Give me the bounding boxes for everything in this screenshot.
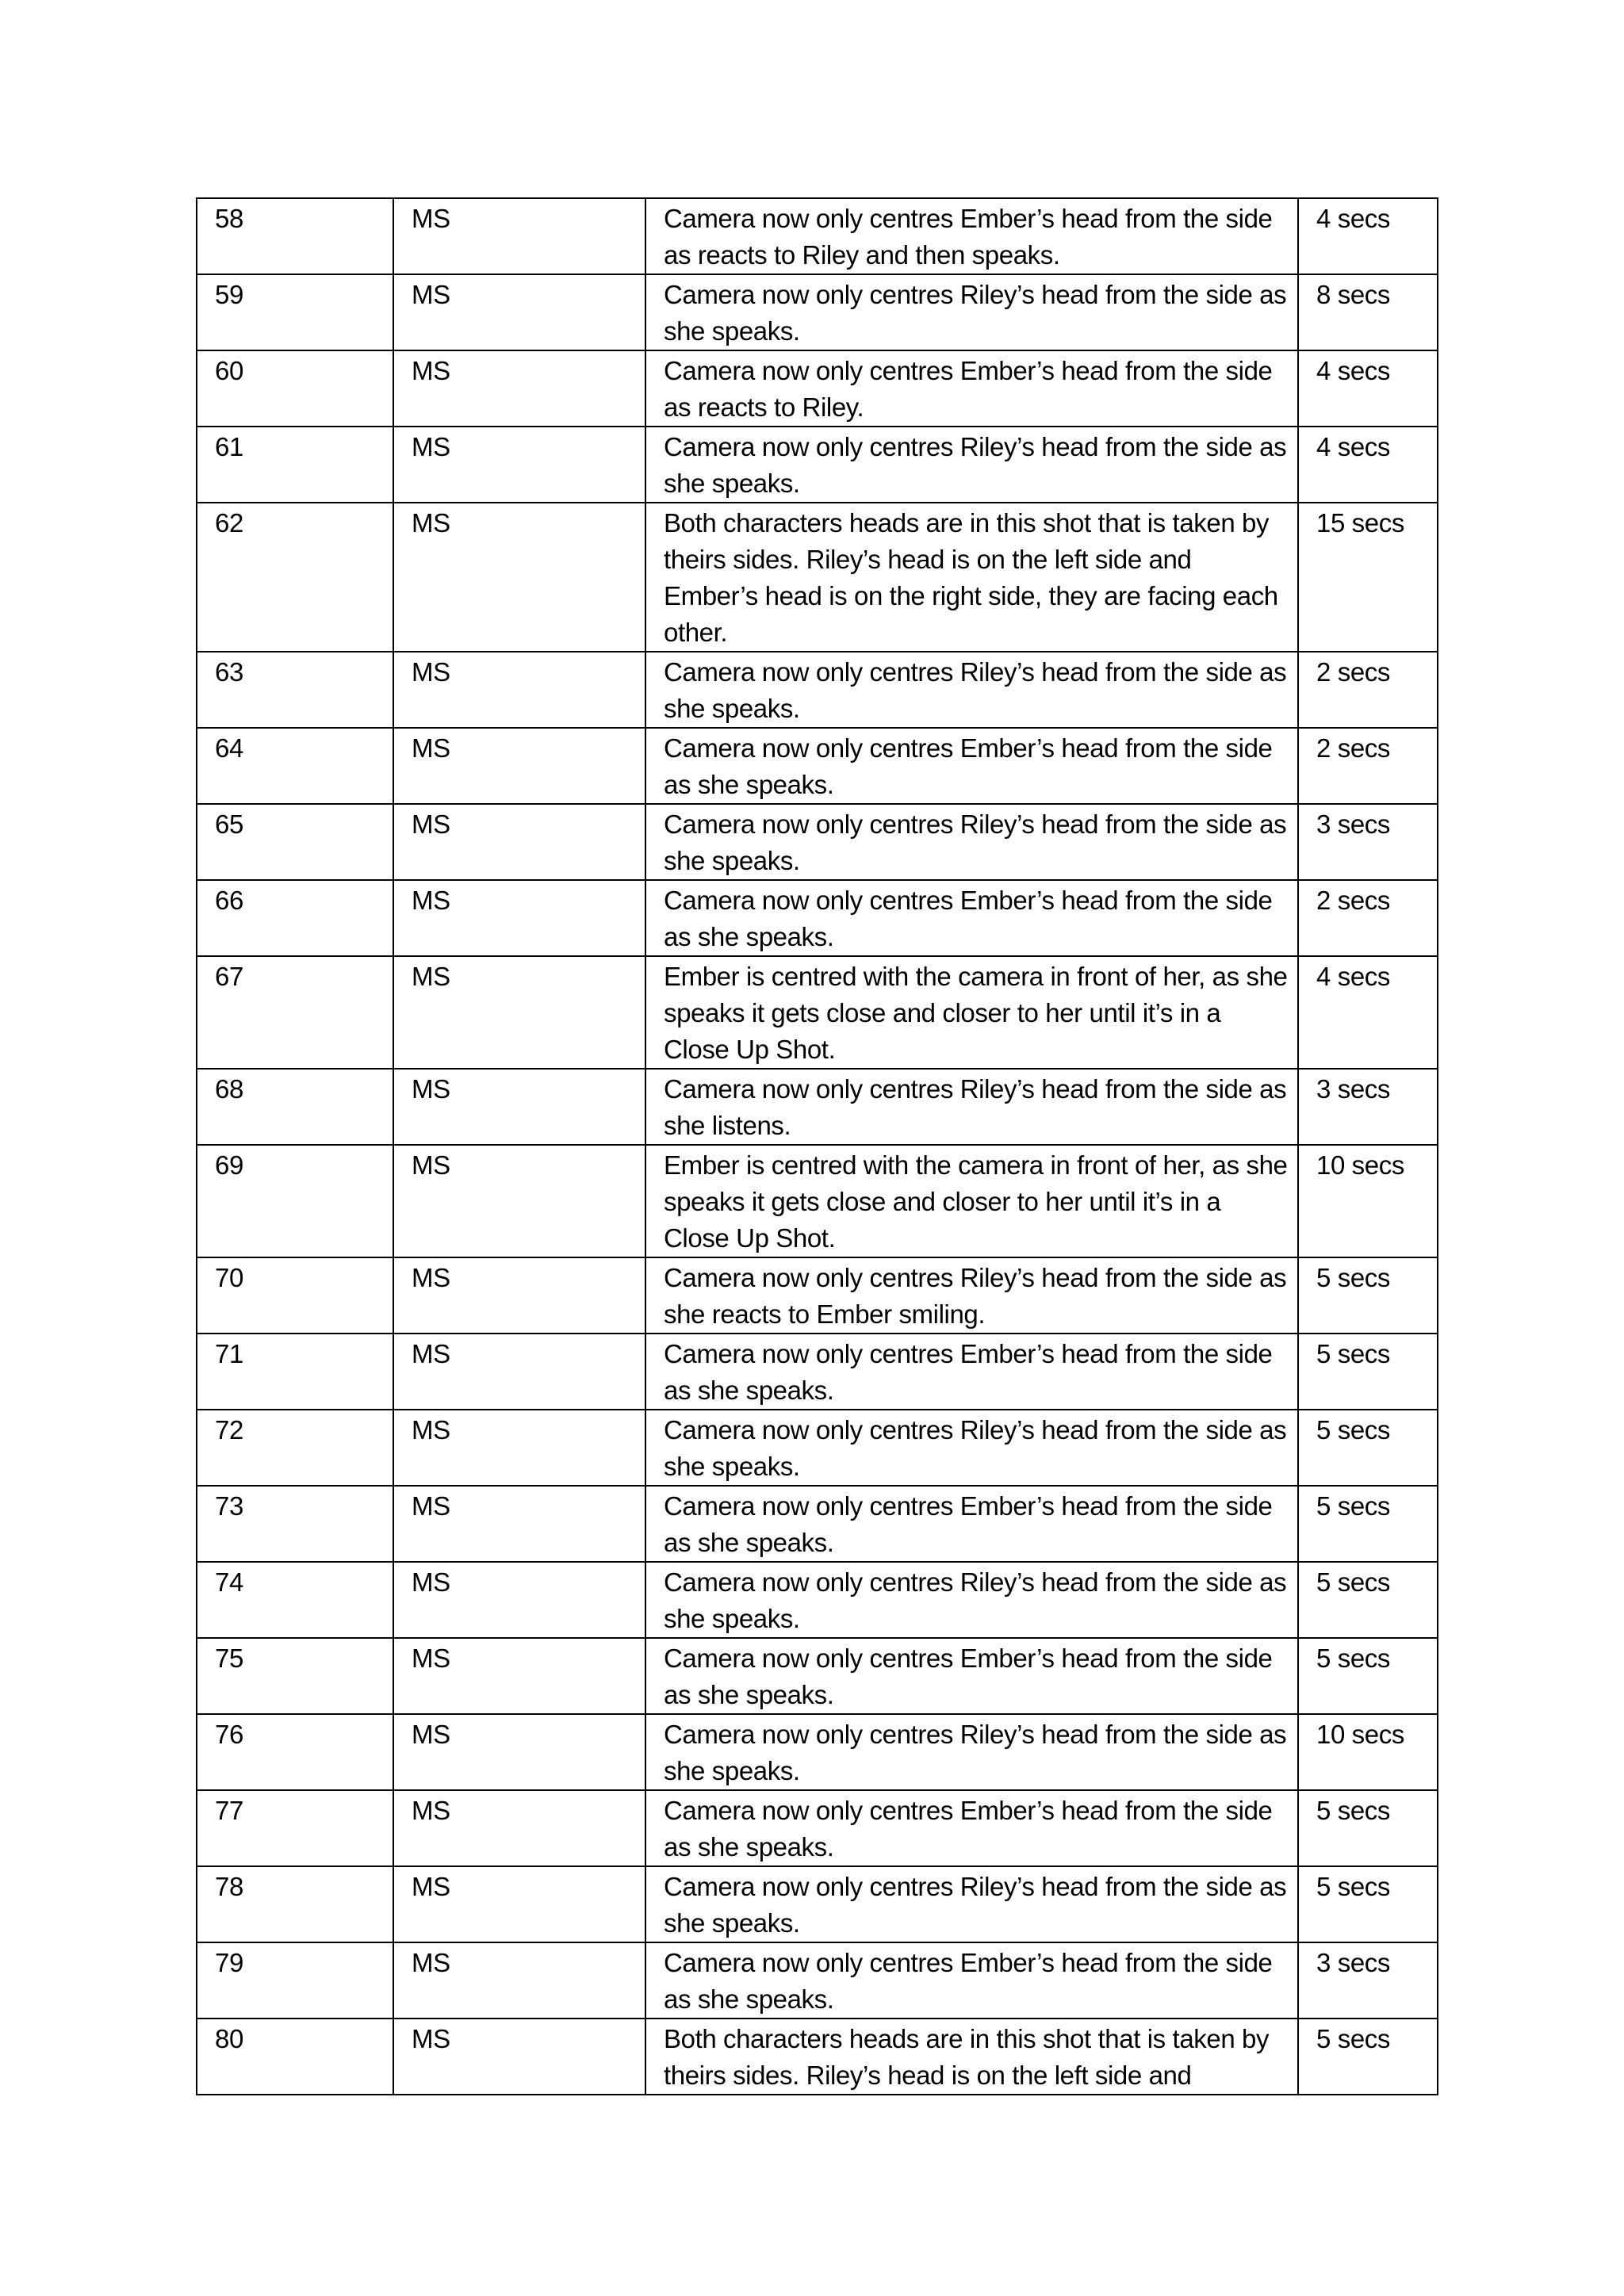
shot-description-cell: Camera now only centres Riley’s head from the side as she speaks. xyxy=(645,1866,1298,1942)
shot-number-cell: 60 xyxy=(197,350,393,427)
table-row xyxy=(197,1486,1438,1562)
shot-number-cell: 74 xyxy=(197,1562,393,1638)
shot-description-cell: Camera now only centres Ember’s head from the side as she speaks. xyxy=(645,1790,1298,1866)
table-row xyxy=(197,503,1438,652)
shot-type-cell: MS xyxy=(393,1562,645,1638)
shot-number-cell: 65 xyxy=(197,804,393,880)
shot-number-cell: 70 xyxy=(197,1257,393,1334)
table-row xyxy=(197,1257,1438,1334)
shot-type-cell: MS xyxy=(393,2019,645,2095)
shot-duration-cell: 5 secs xyxy=(1298,1486,1438,1562)
shot-duration-cell: 4 secs xyxy=(1298,350,1438,427)
shot-number-cell: 62 xyxy=(197,503,393,652)
table-row xyxy=(197,427,1438,503)
shot-type-cell: MS xyxy=(393,1486,645,1562)
table-row xyxy=(197,880,1438,956)
shot-description-cell: Camera now only centres Ember’s head from the side as she speaks. xyxy=(645,880,1298,956)
shot-duration-cell: 5 secs xyxy=(1298,1410,1438,1486)
table-row xyxy=(197,1866,1438,1942)
shot-type-cell: MS xyxy=(393,427,645,503)
shot-number-cell: 76 xyxy=(197,1714,393,1790)
shot-type-cell: MS xyxy=(393,1790,645,1866)
shot-description-cell: Camera now only centres Ember’s head from the side as reacts to Riley. xyxy=(645,350,1298,427)
shot-description-cell: Both characters heads are in this shot that is taken by theirs sides. Riley’s head is on the left side and xyxy=(645,2019,1298,2095)
shot-duration-cell: 10 secs xyxy=(1298,1145,1438,1257)
shot-description-cell: Camera now only centres Riley’s head from the side as she reacts to Ember smiling. xyxy=(645,1257,1298,1334)
table-row xyxy=(197,1069,1438,1145)
shot-duration-cell: 10 secs xyxy=(1298,1714,1438,1790)
shot-number-cell: 63 xyxy=(197,652,393,728)
table-row xyxy=(197,1638,1438,1714)
shot-duration-cell: 3 secs xyxy=(1298,1942,1438,2019)
table-row xyxy=(197,728,1438,804)
shot-duration-cell: 5 secs xyxy=(1298,1562,1438,1638)
shot-number-cell: 69 xyxy=(197,1145,393,1257)
table-row xyxy=(197,2019,1438,2095)
shot-type-cell: MS xyxy=(393,1410,645,1486)
shot-duration-cell: 5 secs xyxy=(1298,1257,1438,1334)
table-row xyxy=(197,274,1438,350)
shot-duration-cell: 2 secs xyxy=(1298,652,1438,728)
shot-number-cell: 72 xyxy=(197,1410,393,1486)
shot-description-cell: Camera now only centres Ember’s head from the side as she speaks. xyxy=(645,728,1298,804)
table-row xyxy=(197,1410,1438,1486)
shot-description-cell: Ember is centred with the camera in front of her, as she speaks it gets close and closer to her until it’s in a Close Up Shot. xyxy=(645,956,1298,1069)
shot-number-cell: 64 xyxy=(197,728,393,804)
table-row xyxy=(197,1714,1438,1790)
shot-type-cell: MS xyxy=(393,198,645,274)
shot-number-cell: 77 xyxy=(197,1790,393,1866)
shot-duration-cell: 8 secs xyxy=(1298,274,1438,350)
shot-description-cell: Camera now only centres Ember’s head from the side as she speaks. xyxy=(645,1334,1298,1410)
shot-type-cell: MS xyxy=(393,503,645,652)
shot-type-cell: MS xyxy=(393,1334,645,1410)
shot-duration-cell: 4 secs xyxy=(1298,198,1438,274)
shot-type-cell: MS xyxy=(393,350,645,427)
shot-description-cell: Camera now only centres Riley’s head from the side as she listens. xyxy=(645,1069,1298,1145)
shot-duration-cell: 5 secs xyxy=(1298,1334,1438,1410)
shot-duration-cell: 15 secs xyxy=(1298,503,1438,652)
shot-type-cell: MS xyxy=(393,1638,645,1714)
shot-type-cell: MS xyxy=(393,1942,645,2019)
shot-number-cell: 79 xyxy=(197,1942,393,2019)
shot-type-cell: MS xyxy=(393,728,645,804)
shot-description-cell: Camera now only centres Ember’s head from the side as reacts to Riley and then speaks. xyxy=(645,198,1298,274)
shot-duration-cell: 5 secs xyxy=(1298,1638,1438,1714)
shot-description-cell: Ember is centred with the camera in front of her, as she speaks it gets close and closer to her until it’s in a Close Up Shot. xyxy=(645,1145,1298,1257)
shot-duration-cell: 4 secs xyxy=(1298,956,1438,1069)
shot-number-cell: 71 xyxy=(197,1334,393,1410)
shot-description-cell: Camera now only centres Ember’s head from the side as she speaks. xyxy=(645,1638,1298,1714)
table-row xyxy=(197,1562,1438,1638)
shot-number-cell: 61 xyxy=(197,427,393,503)
shot-number-cell: 80 xyxy=(197,2019,393,2095)
shot-duration-cell: 5 secs xyxy=(1298,1790,1438,1866)
shot-number-cell: 67 xyxy=(197,956,393,1069)
shot-type-cell: MS xyxy=(393,956,645,1069)
shot-number-cell: 66 xyxy=(197,880,393,956)
shot-description-cell: Camera now only centres Ember’s head from the side as she speaks. xyxy=(645,1942,1298,2019)
shot-number-cell: 73 xyxy=(197,1486,393,1562)
shot-number-cell: 58 xyxy=(197,198,393,274)
shot-number-cell: 68 xyxy=(197,1069,393,1145)
table-row xyxy=(197,350,1438,427)
shot-list-table xyxy=(196,197,1438,2095)
shot-type-cell: MS xyxy=(393,1069,645,1145)
shot-number-cell: 75 xyxy=(197,1638,393,1714)
table-row xyxy=(197,198,1438,274)
shot-type-cell: MS xyxy=(393,1866,645,1942)
table-row xyxy=(197,804,1438,880)
shot-duration-cell: 2 secs xyxy=(1298,728,1438,804)
shot-duration-cell: 3 secs xyxy=(1298,804,1438,880)
shot-type-cell: MS xyxy=(393,652,645,728)
shot-duration-cell: 2 secs xyxy=(1298,880,1438,956)
shot-type-cell: MS xyxy=(393,804,645,880)
shot-description-cell: Camera now only centres Riley’s head from the side as she speaks. xyxy=(645,652,1298,728)
table-row xyxy=(197,956,1438,1069)
table-row xyxy=(197,1942,1438,2019)
shot-description-cell: Camera now only centres Riley’s head from the side as she speaks. xyxy=(645,274,1298,350)
shot-duration-cell: 3 secs xyxy=(1298,1069,1438,1145)
table-row xyxy=(197,1334,1438,1410)
shot-type-cell: MS xyxy=(393,1145,645,1257)
shot-number-cell: 78 xyxy=(197,1866,393,1942)
shot-description-cell: Camera now only centres Riley’s head from the side as she speaks. xyxy=(645,804,1298,880)
shot-type-cell: MS xyxy=(393,1714,645,1790)
shot-description-cell: Camera now only centres Ember’s head from the side as she speaks. xyxy=(645,1486,1298,1562)
shot-type-cell: MS xyxy=(393,274,645,350)
table-row xyxy=(197,652,1438,728)
table-row xyxy=(197,1790,1438,1866)
shot-description-cell: Camera now only centres Riley’s head from the side as she speaks. xyxy=(645,1562,1298,1638)
shot-type-cell: MS xyxy=(393,880,645,956)
shot-duration-cell: 5 secs xyxy=(1298,2019,1438,2095)
shot-number-cell: 59 xyxy=(197,274,393,350)
shot-type-cell: MS xyxy=(393,1257,645,1334)
table-row xyxy=(197,1145,1438,1257)
shot-description-cell: Camera now only centres Riley’s head from the side as she speaks. xyxy=(645,427,1298,503)
shot-description-cell: Camera now only centres Riley’s head from the side as she speaks. xyxy=(645,1410,1298,1486)
shot-duration-cell: 4 secs xyxy=(1298,427,1438,503)
shot-description-cell: Both characters heads are in this shot that is taken by theirs sides. Riley’s head is on the left side and Ember’s head is on the right side, they are facing each other. xyxy=(645,503,1298,652)
shot-description-cell: Camera now only centres Riley’s head from the side as she speaks. xyxy=(645,1714,1298,1790)
shot-duration-cell: 5 secs xyxy=(1298,1866,1438,1942)
